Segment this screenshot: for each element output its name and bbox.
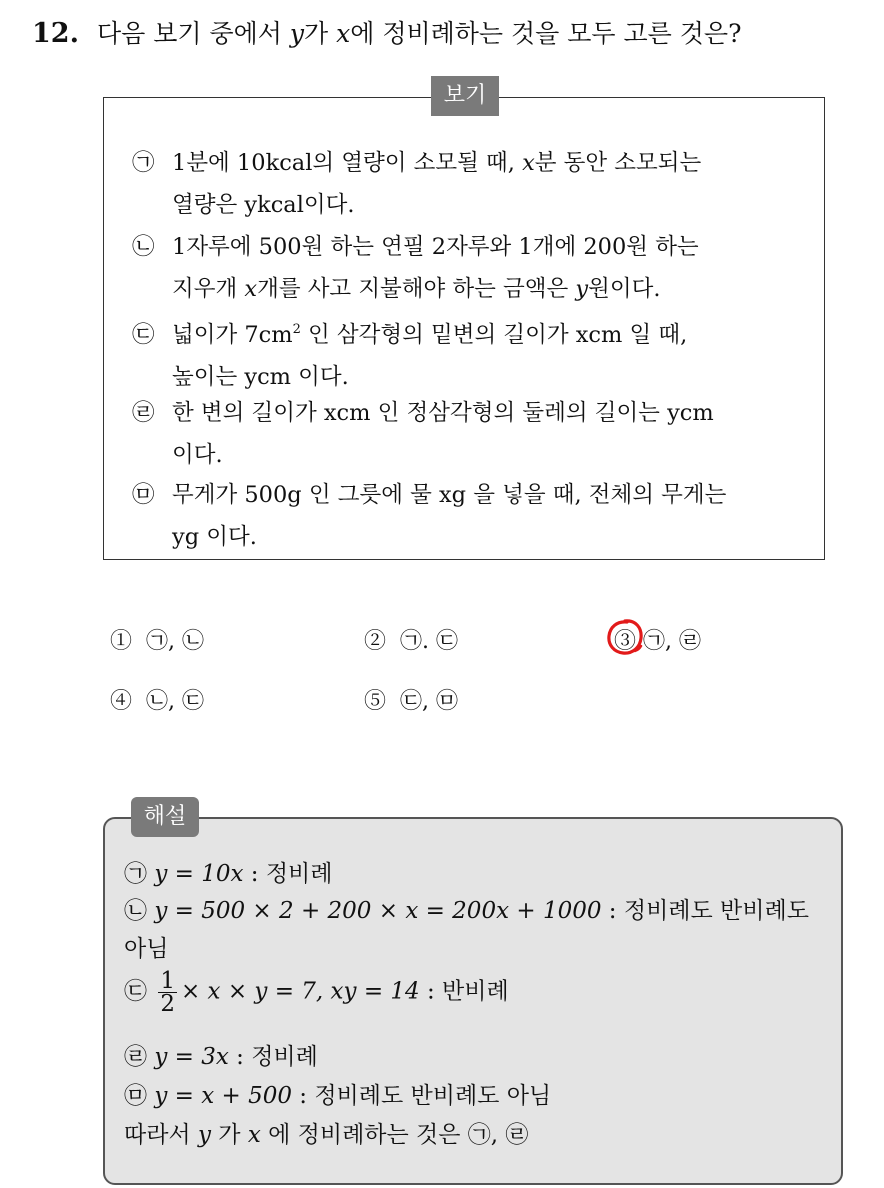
bogi-marker-2: ㉡ [132,234,155,260]
exp-sep-5: : [291,1083,315,1109]
exp-desc-2: 정비례도 반비례도 [623,898,809,924]
choice-5-num: ⑤ [364,689,387,714]
choice-4-num: ④ [110,689,133,714]
exp-fraction [158,970,177,1015]
bogi-label: 보기 [431,76,499,116]
bogi-item-4-text-a: 한 변의 길이가 xcm 인 정삼각형의 둘레의 길이는 ycm [172,400,714,426]
question-title [32,14,741,50]
bogi-item-2-text-a: 1자루에 500원 하는 연필 2자루와 1개에 200원 하는 [172,234,699,260]
explanation-line-2-cont: 아님 [124,936,169,962]
choice-4[interactable] [110,684,204,715]
bogi-item-2-line2-a: 지우개 [172,276,238,302]
exp-desc-1: 정비례 [265,861,333,887]
bogi-item-2-line2-b: 개를 사고 지불해야 하는 금액은 [257,276,569,302]
choice-4-text: ㉡, ㉢ [146,689,205,714]
question-text-b: 가 [304,19,329,48]
answer-circle-icon [605,617,645,657]
bogi-item-1-line2: 열량은 ykcal이다. [172,192,355,218]
explanation-label: 해설 [131,797,199,837]
bogi-marker-1: ㉠ [132,150,155,176]
exp-marker-3: ㉢ [124,978,147,1005]
question-text-c: 에 정비례하는 것을 모두 고른 것은? [350,19,742,48]
choice-1-text: ㉠, ㉡ [146,629,205,654]
bogi-item-3-text-a: 넓이가 7cm [172,322,293,348]
exp-sep-2: : [601,898,624,924]
bogi-marker-3: ㉢ [132,322,155,348]
exp-expr-1: y = 10x [154,861,244,887]
conclusion-b: 가 [218,1122,241,1148]
bogi-item-4 [132,392,714,476]
question-var-y: y [289,19,305,48]
conclusion-var-x: x [247,1122,261,1148]
explanation-line-2 [124,892,809,925]
exp-marker-4: ㉣ [124,1044,147,1070]
exp-expr-4: y = 3x [154,1044,229,1070]
bogi-item-5-text-a: 무게가 500g 인 그릇에 물 xg 을 넣을 때, 전체의 무게는 [172,482,727,508]
exp-sep-3: : [419,978,443,1005]
bogi-item-3-sup: 2 [292,322,301,337]
conclusion-a: 따라서 [124,1122,191,1148]
bogi-item-5 [132,474,726,558]
conclusion-var-y: y [197,1122,211,1148]
bogi-item-1-var: x [522,150,535,176]
bogi-item-3-line2: 높이는 ycm 이다. [172,364,349,390]
bogi-item-1-text-a: 1분에 10kcal의 열량이 소모될 때, [172,150,515,176]
question-var-x: x [336,19,351,48]
explanation-line-1 [124,855,332,888]
bogi-item-4-line2: 이다. [172,442,223,468]
exp-frac-num: 1 [160,968,175,994]
choice-2[interactable] [364,624,458,655]
bogi-item-3-text-b: 인 삼각형의 밑변의 길이가 xcm 일 때, [300,322,688,348]
exp-marker-2: ㉡ [124,898,147,924]
choice-3-text: ㉠, ㉣ [643,629,702,654]
bogi-marker-5: ㉤ [132,482,155,508]
exp-marker-5: ㉤ [124,1083,147,1109]
conclusion-c: 에 정비례하는 것은 ㉠, ㉣ [268,1122,529,1148]
exp-sep-4: : [228,1044,252,1070]
choice-3-num: ③ [614,629,637,654]
exp-desc-5: 정비례도 반비례도 아님 [314,1083,552,1109]
choice-5-text: ㉢, ㉤ [400,689,459,714]
exp-sep-1: : [243,861,266,887]
question-number: 12. [32,18,79,49]
explanation-line-5 [124,1077,551,1110]
choice-2-text: ㉠. ㉢ [400,629,459,654]
exp-desc-4: 정비례 [251,1044,318,1070]
exp-desc-3: 반비례 [442,978,509,1005]
bogi-item-2-var-y: y [575,276,589,302]
bogi-item-1 [132,142,701,226]
question-text-a: 다음 보기 중에서 [96,19,282,48]
exp-expr-3: × x × y = 7, xy = 14 [180,978,420,1005]
exp-expr-5: y = x + 500 [154,1083,292,1109]
bogi-item-2 [132,226,699,310]
bogi-item-5-line2: yg 이다. [172,524,257,550]
bogi-item-2-var-x: x [244,276,258,302]
exp-frac-den: 2 [160,991,175,1017]
bogi-marker-4: ㉣ [132,400,155,426]
choice-1[interactable] [110,624,204,655]
bogi-item-3 [132,309,687,398]
exp-marker-1: ㉠ [124,861,147,887]
explanation-conclusion [124,1116,528,1149]
choice-5[interactable] [364,684,458,715]
choice-2-num: ② [364,629,387,654]
choice-1-num: ① [110,629,133,654]
explanation-line-3 [124,970,509,1015]
bogi-item-2-line2-c: 원이다. [588,276,661,302]
bogi-item-1-text-b: 분 동안 소모되는 [534,150,702,176]
exp-expr-2: y = 500 × 2 + 200 × x = 200x + 1000 [154,898,602,924]
explanation-line-4 [124,1038,318,1071]
